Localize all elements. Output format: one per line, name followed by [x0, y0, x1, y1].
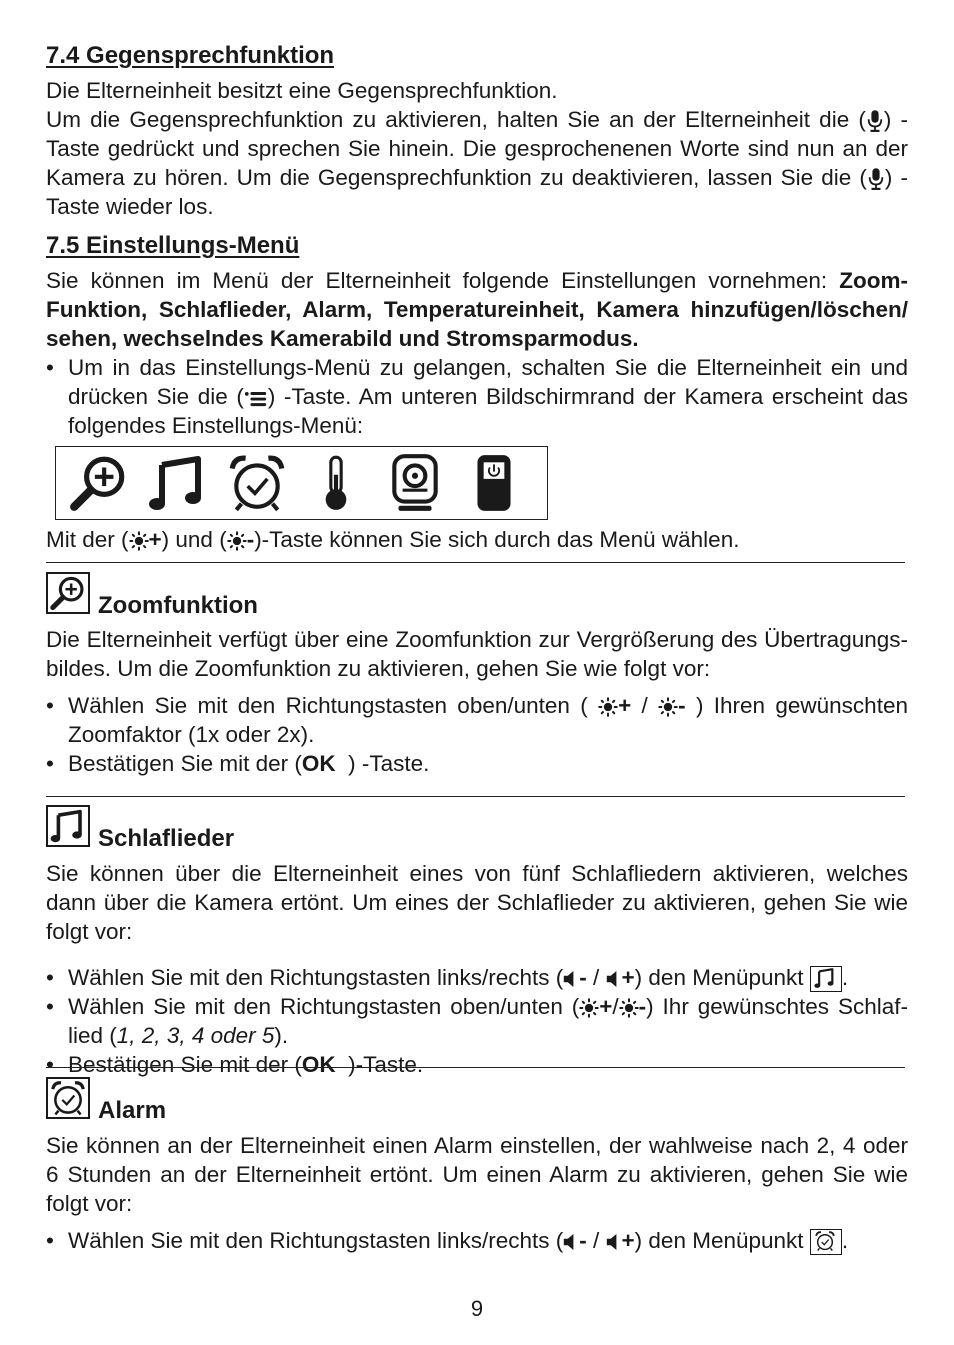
zoom-section-header	[46, 572, 258, 619]
list-item: • Wählen Sie mit den Richtungstasten oben/unten ( + / - ) Ihren gewünschten Zoomfaktor (1x oder 2x).	[46, 691, 908, 749]
ok-key-label: OK	[301, 1052, 336, 1078]
brightness-minus-icon	[227, 531, 247, 551]
microphone-icon	[867, 167, 885, 191]
text: ) den Menüpunkt	[634, 1228, 804, 1253]
music-note-icon	[810, 966, 842, 992]
brightness-minus-icon	[658, 697, 678, 717]
lullaby-title: Schlaflieder	[98, 825, 235, 852]
section-7-5-body	[46, 266, 908, 440]
zoom-title: Zoomfunktion	[98, 592, 258, 619]
list-item: • Wählen Sie mit den Richtungstasten oben/unten ( +/ -) Ihr gewünschtes Schlaf-lied (1, 2, 3, 4 oder 5).	[46, 992, 908, 1050]
brightness-plus-icon	[598, 697, 618, 717]
text: ) -Taste.	[348, 751, 430, 776]
settings-intro	[46, 266, 908, 353]
text: ) -Taste wieder los.	[46, 165, 908, 219]
page-number: 9	[470, 1296, 484, 1321]
text: /	[612, 994, 619, 1020]
lullaby-section-header	[46, 805, 235, 852]
alarm-section-header	[46, 1077, 167, 1124]
lullaby-description: Sie können über die Elterneinheit eines von fünf Schlafliedern aktivieren, welches dann über die Kamera ertönt. Um eines der Schlaflieder zu aktivieren, gehen Sie wie folgt vor:	[46, 861, 908, 944]
lullaby-numbers: 1, 2, 3, 4 oder 5	[116, 1023, 275, 1049]
list-item	[46, 749, 908, 778]
section-7-4-body	[46, 76, 908, 221]
text: ) Ihren gewünschten Zoomfaktor (1x oder 2x).	[68, 693, 908, 747]
text: ) -Taste gedrückt und sprechen Sie hinein. Die gesprochenenen Worte sind nun an der Kamera zu hören. Um die Gegensprechfunktion zu deaktivieren, lassen Sie die (	[46, 107, 908, 190]
text: Wählen Sie mit den Richtungstasten links/rechts (	[68, 1228, 564, 1253]
text: Wählen Sie mit den Richtungstasten oben/unten (	[68, 693, 588, 718]
text: ) Ihr gewünschtes Schlaf-lied (	[68, 994, 908, 1049]
thermometer-icon	[305, 452, 367, 514]
list-item	[46, 353, 908, 440]
text: Mit der (	[46, 527, 129, 552]
text: Sie können im Menü der Elterneinheit folgende Einstellungen vornehmen:	[46, 268, 840, 293]
text: Wählen Sie mit den Richtungstasten links/rechts (	[68, 965, 564, 990]
zoom-body	[46, 625, 908, 778]
brightness-plus-icon	[129, 531, 149, 551]
volume-minus-icon	[563, 970, 579, 988]
intercom-instructions	[46, 105, 908, 221]
zoom-icon	[68, 452, 130, 514]
alarm-title: Alarm	[98, 1097, 167, 1124]
camera-icon	[384, 452, 446, 514]
lullaby-body	[46, 859, 908, 1079]
intercom-intro: Die Elterneinheit besitzt eine Gegensprechfunktion.	[46, 78, 558, 103]
list-item: • Wählen Sie mit den Richtungstasten links/rechts ( - / +) den Menüpunkt .	[46, 1226, 908, 1255]
ok-key-label: OK	[301, 751, 336, 776]
text: /	[593, 1228, 600, 1253]
list-item	[46, 1050, 908, 1079]
zoom-icon	[49, 574, 87, 612]
microphone-icon	[866, 109, 884, 133]
alarm-clock-icon	[49, 1079, 87, 1117]
divider	[46, 562, 905, 563]
section-7-4-heading: 7.4 Gegensprechfunktion	[46, 42, 335, 69]
volume-plus-icon	[606, 970, 622, 988]
alarm-clock-icon	[810, 1229, 842, 1255]
zoom-description: Die Elterneinheit verfügt über eine Zoomfunktion zur Vergrößerung des Übertragungs-bildes. Um die Zoomfunktion zu aktivieren, gehen Sie wie folgt vor:	[46, 627, 908, 681]
list-item: • Wählen Sie mit den Richtungstasten links/rechts ( - / +) den Menüpunkt .	[46, 963, 908, 992]
text: Bestätigen Sie mit der (	[68, 751, 302, 776]
power-icon	[463, 452, 525, 514]
menu-icon	[244, 389, 268, 408]
settings-list: Zoom-Funktion, Schlaflieder, Alarm, Temperatureinheit, Kamera hinzufügen/löschen/ sehen, wechselndes Kamerabild und Stromsparmodus.	[46, 268, 908, 351]
text: Um die Gegensprechfunktion zu aktivieren, halten Sie an der Elterneinheit die (	[46, 107, 866, 132]
text: /	[641, 693, 648, 718]
settings-menu-bar	[55, 446, 548, 520]
text: .	[841, 965, 849, 990]
alarm-body	[46, 1131, 908, 1255]
text: ) und (	[161, 527, 227, 552]
alarm-description: Sie können an der Elterneinheit einen Alarm einstellen, der wahlweise nach 2, 4 oder 6 Stunden an der Elterneinheit ertönt. Um einen Alarm zu aktivieren, gehen Sie wie folgt vor:	[46, 1133, 908, 1216]
text: ) den Menüpunkt	[634, 965, 804, 990]
brightness-minus-icon	[619, 998, 639, 1018]
text: Wählen Sie mit den Richtungstasten oben/unten (	[68, 994, 580, 1020]
text: /	[593, 965, 600, 990]
alarm-clock-icon	[226, 452, 288, 514]
text: .	[841, 1228, 849, 1253]
divider	[46, 796, 905, 797]
music-note-icon	[50, 808, 86, 844]
volume-plus-icon	[606, 1233, 622, 1251]
text: Bestätigen Sie mit der (	[68, 1052, 302, 1078]
brightness-plus-icon	[579, 998, 599, 1018]
text: ) -Taste. Am unteren Bildschirmrand der Kamera erscheint das folgendes Einstellungs-Menü:	[68, 384, 908, 438]
text: ).	[274, 1023, 289, 1049]
music-note-icon	[148, 453, 208, 513]
text: )-Taste.	[348, 1052, 424, 1078]
text: Um in das Einstellungs-Menü zu gelangen, schalten Sie die Elterneinheit ein und drücken Sie die (	[68, 355, 908, 409]
volume-minus-icon	[563, 1233, 579, 1251]
menu-navigation-note: Mit der ( +) und ( -)-Taste können Sie sich durch das Menü wählen.	[46, 527, 740, 552]
text: )-Taste können Sie sich durch das Menü wählen.	[254, 527, 740, 552]
section-7-5-heading: 7.5 Einstellungs-Menü	[46, 232, 300, 259]
divider	[46, 1067, 905, 1068]
